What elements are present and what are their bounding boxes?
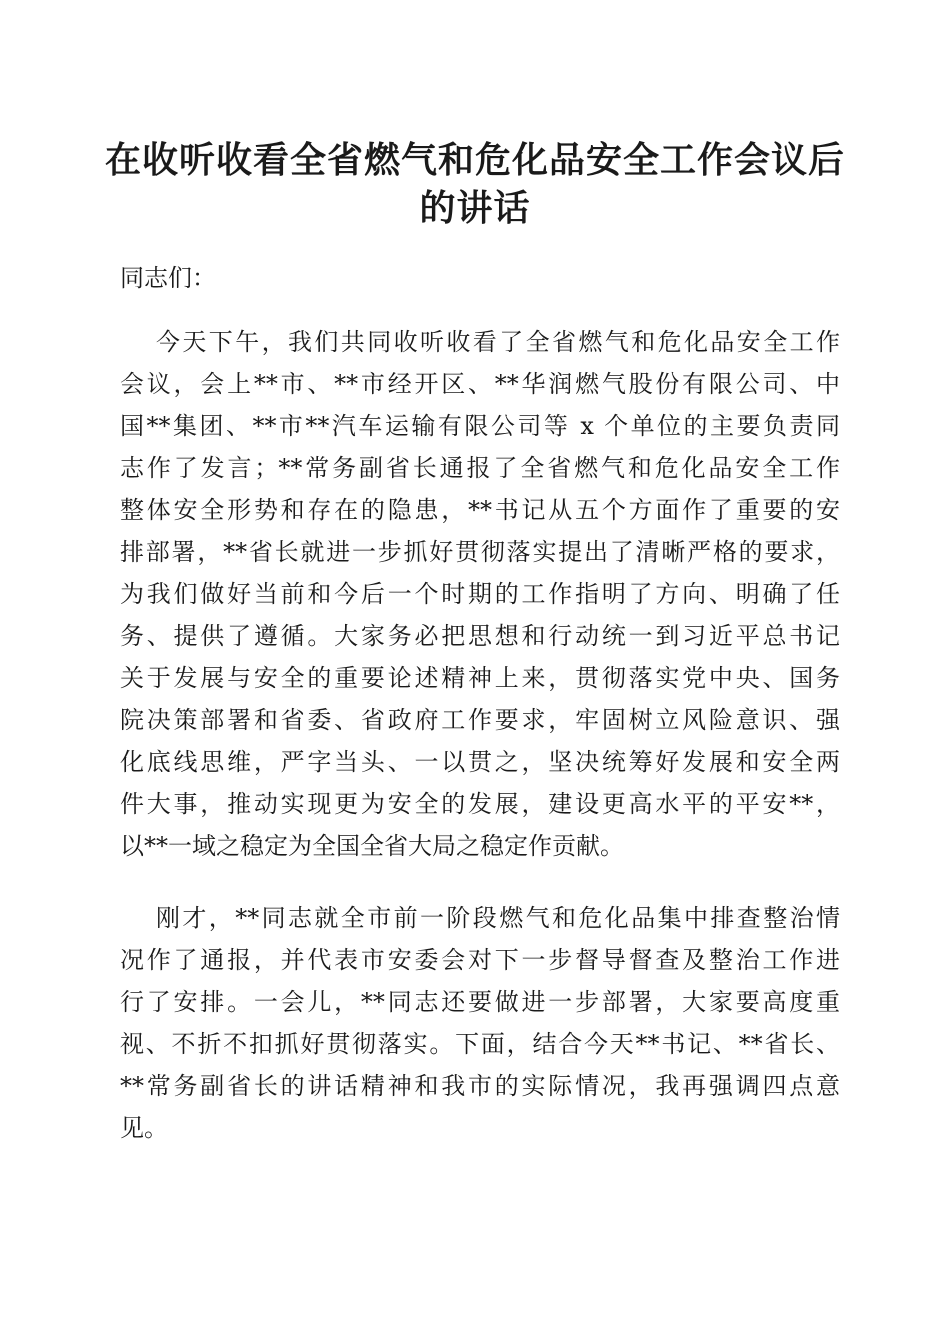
paragraph-line: 化底线思维，严字当头、一以贯之，坚决统筹好发展和安全两 bbox=[120, 748, 840, 776]
title-line-2: 的讲话 bbox=[419, 187, 531, 229]
paragraph-2 bbox=[120, 897, 840, 1149]
paragraph-line: 整体安全形势和存在的隐患，**书记从五个方面作了重要的安 bbox=[120, 496, 840, 524]
paragraph-line: 排部署，**省长就进一步抓好贯彻落实提出了清晰严格的要求， bbox=[120, 538, 840, 566]
paragraph-line: 行了安排。一会儿，**同志还要做进一步部署，大家要高度重 bbox=[120, 988, 840, 1016]
document-title bbox=[90, 136, 860, 232]
paragraph-line: 今天下午，我们共同收听收看了全省燃气和危化品安全工作 bbox=[156, 328, 840, 356]
paragraph-1 bbox=[120, 321, 840, 867]
paragraph-line: 况作了通报，并代表市安委会对下一步督导督查及整治工作进 bbox=[120, 946, 840, 974]
paragraph-line: 为我们做好当前和今后一个时期的工作指明了方向、明确了任 bbox=[120, 580, 840, 608]
paragraph-line: 志作了发言；**常务副省长通报了全省燃气和危化品安全工作 bbox=[120, 454, 840, 482]
paragraph-line: 视、不折不扣抓好贯彻落实。下面，结合今天**书记、**省长、 bbox=[120, 1030, 840, 1058]
title-line-1: 在收听收看全省燃气和危化品安全工作会议后 bbox=[104, 139, 845, 181]
paragraph-line: 以**一域之稳定为全国全省大局之稳定作贡献。 bbox=[120, 832, 624, 860]
paragraph-line: 关于发展与安全的重要论述精神上来，贯彻落实党中央、国务 bbox=[120, 664, 840, 692]
paragraph-line: 院决策部署和省委、省政府工作要求，牢固树立风险意识、强 bbox=[120, 706, 840, 734]
paragraph-line: 见。 bbox=[120, 1114, 168, 1142]
paragraph-line: **常务副省长的讲话精神和我市的实际情况，我再强调四点意 bbox=[120, 1072, 840, 1100]
salutation: 同志们： bbox=[120, 264, 216, 292]
paragraph-line: 国**集团、**市**汽车运输有限公司等 x 个单位的主要负责同 bbox=[120, 412, 840, 440]
paragraph-line: 务、提供了遵循。大家务必把思想和行动统一到习近平总书记 bbox=[120, 622, 840, 650]
paragraph-line: 件大事，推动实现更为安全的发展，建设更高水平的平安**， bbox=[120, 790, 840, 818]
paragraph-line: 刚才，**同志就全市前一阶段燃气和危化品集中排查整治情 bbox=[156, 904, 840, 932]
paragraph-line: 会议，会上**市、**市经开区、**华润燃气股份有限公司、中 bbox=[120, 370, 840, 398]
